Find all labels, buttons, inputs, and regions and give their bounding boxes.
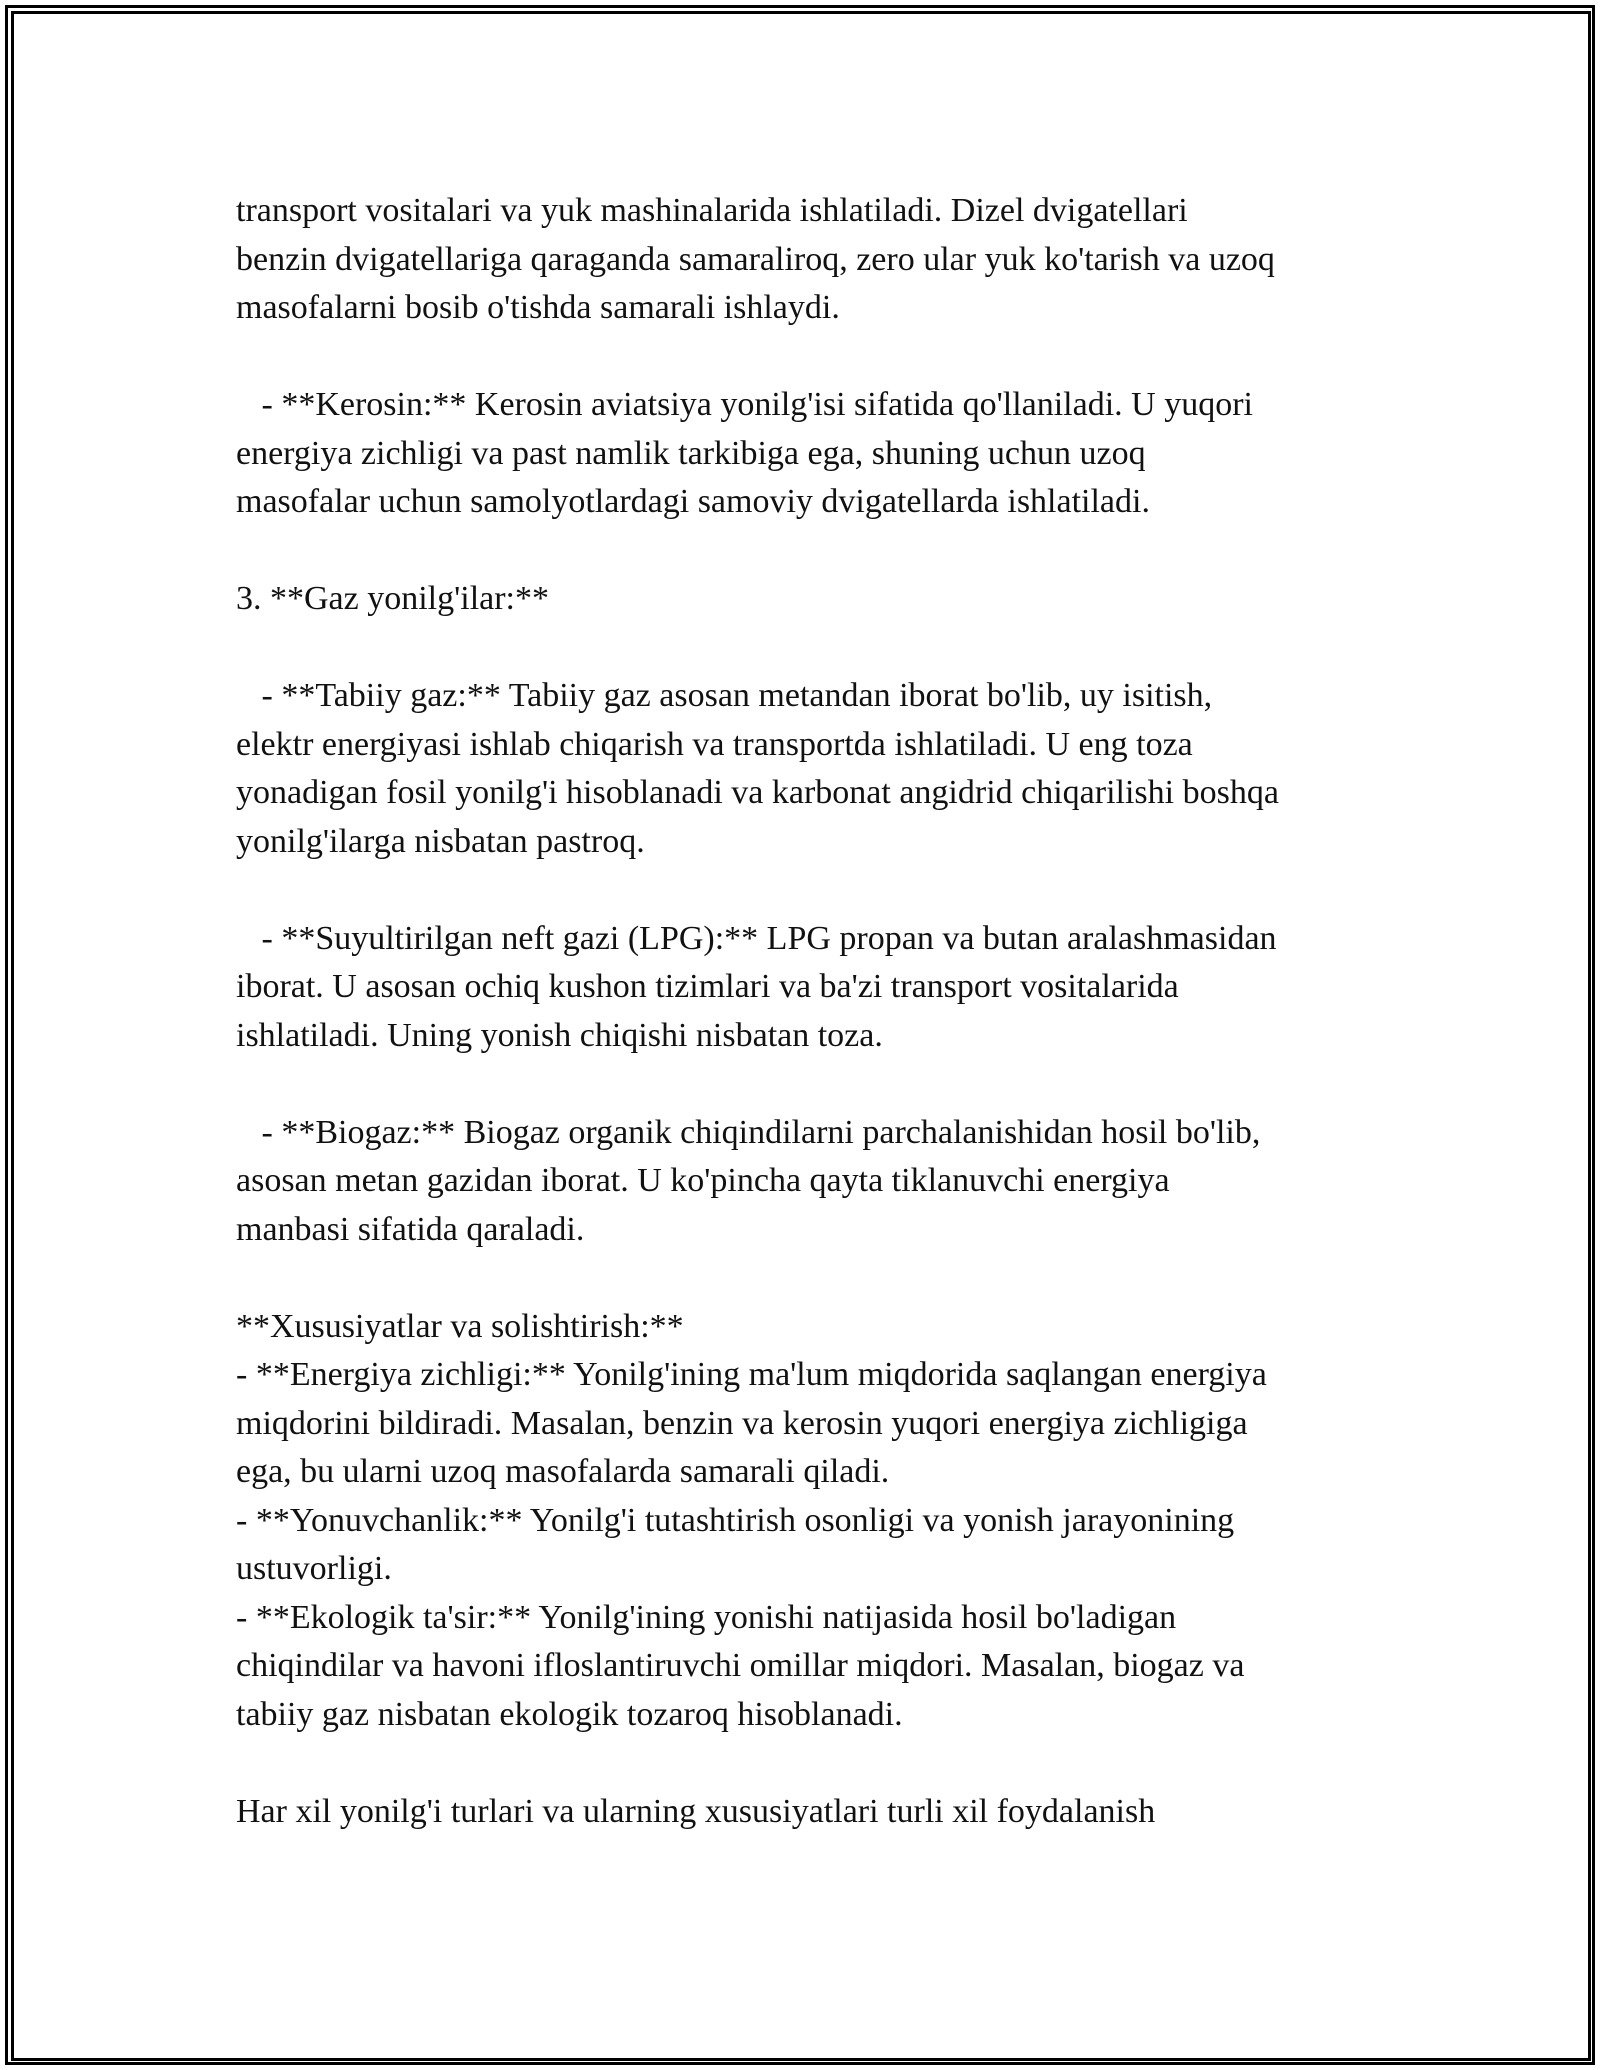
paragraph-line: benzin dvigatellariga qaraganda samaraliroq, zero ular yuk ko'tarish va uzoq xyxy=(236,240,1275,278)
list-item-line: - **Yonuvchanlik:** Yonilg'i tutashtirish osonligi va yonish jarayonining xyxy=(236,1501,1235,1539)
document-body xyxy=(236,187,1376,1836)
list-item-line: - **Ekologik ta'sir:** Yonilg'ining yonishi natijasida hosil bo'ladigan xyxy=(236,1598,1177,1636)
list-item-line: elektr energiyasi ishlab chiqarish va transportda ishlatiladi. U eng toza xyxy=(236,725,1193,763)
list-item-line: - **Suyultirilgan neft gazi (LPG):** LPG propan va butan aralashmasidan xyxy=(236,919,1277,957)
list-item-line: chiqindilar va havoni ifloslantiruvchi omillar miqdori. Masalan, biogaz va xyxy=(236,1647,1245,1684)
list-item-line: manbasi sifatida qaraladi. xyxy=(236,1210,585,1248)
paragraph-spacer xyxy=(236,1060,1376,1109)
list-item-line: iborat. U asosan ochiq kushon tizimlari va ba'zi transport vositalarida xyxy=(236,968,1179,1005)
paragraph-spacer xyxy=(236,1254,1376,1303)
list-item-line: yonadigan fosil yonilg'i hisoblanadi va karbonat angidrid chiqarilishi boshqa xyxy=(236,774,1279,811)
list-item-line: miqdorini bildiradi. Masalan, benzin va kerosin yuqori energiya zichligiga xyxy=(236,1404,1248,1442)
list-item-line: ustuvorligi. xyxy=(236,1550,392,1587)
paragraph-spacer xyxy=(236,866,1376,915)
list-item-line: tabiiy gaz nisbatan ekologik tozaroq hisoblanadi. xyxy=(236,1695,903,1733)
list-item-line: - **Tabiiy gaz:** Tabiiy gaz asosan metandan iborat bo'lib, uy isitish, xyxy=(236,677,1213,714)
list-item-line: - **Energiya zichligi:** Yonilg'ining ma'lum miqdorida saqlangan energiya xyxy=(236,1356,1267,1393)
list-item-line: ishlatiladi. Uning yonish chiqishi nisbatan toza. xyxy=(236,1016,883,1054)
paragraph-line: transport vositalari va yuk mashinalarida ishlatiladi. Dizel dvigatellari xyxy=(236,192,1188,229)
list-item-line: yonilg'ilarga nisbatan pastroq. xyxy=(236,822,645,860)
section-heading: **Xususiyatlar va solishtirish:** xyxy=(236,1307,684,1345)
list-item-line: masofalar uchun samolyotlardagi samoviy dvigatellarda ishlatiladi. xyxy=(236,483,1150,520)
list-item-line: - **Biogaz:** Biogaz organik chiqindilarni parchalanishidan hosil bo'lib, xyxy=(236,1113,1261,1151)
paragraph-line: Har xil yonilg'i turlari va ularning xususiyatlari turli xil foydalanish xyxy=(236,1792,1156,1830)
list-item-line: - **Kerosin:** Kerosin aviatsiya yonilg'isi sifatida qo'llaniladi. U yuqori xyxy=(236,386,1253,423)
paragraph-spacer xyxy=(236,527,1376,576)
paragraph-spacer xyxy=(236,333,1376,382)
list-item-line: asosan metan gazidan iborat. U ko'pincha qayta tiklanuvchi energiya xyxy=(236,1162,1170,1199)
paragraph-spacer xyxy=(236,1739,1376,1788)
paragraph-line: masofalarni bosib o'tishda samarali ishlaydi. xyxy=(236,289,840,326)
paragraph-spacer xyxy=(236,624,1376,673)
section-heading: 3. **Gaz yonilg'ilar:** xyxy=(236,580,550,617)
list-item-line: energiya zichligi va past namlik tarkibiga ega, shuning uchun uzoq xyxy=(236,434,1146,472)
list-item-line: ega, bu ularni uzoq masofalarda samarali qiladi. xyxy=(236,1453,890,1490)
